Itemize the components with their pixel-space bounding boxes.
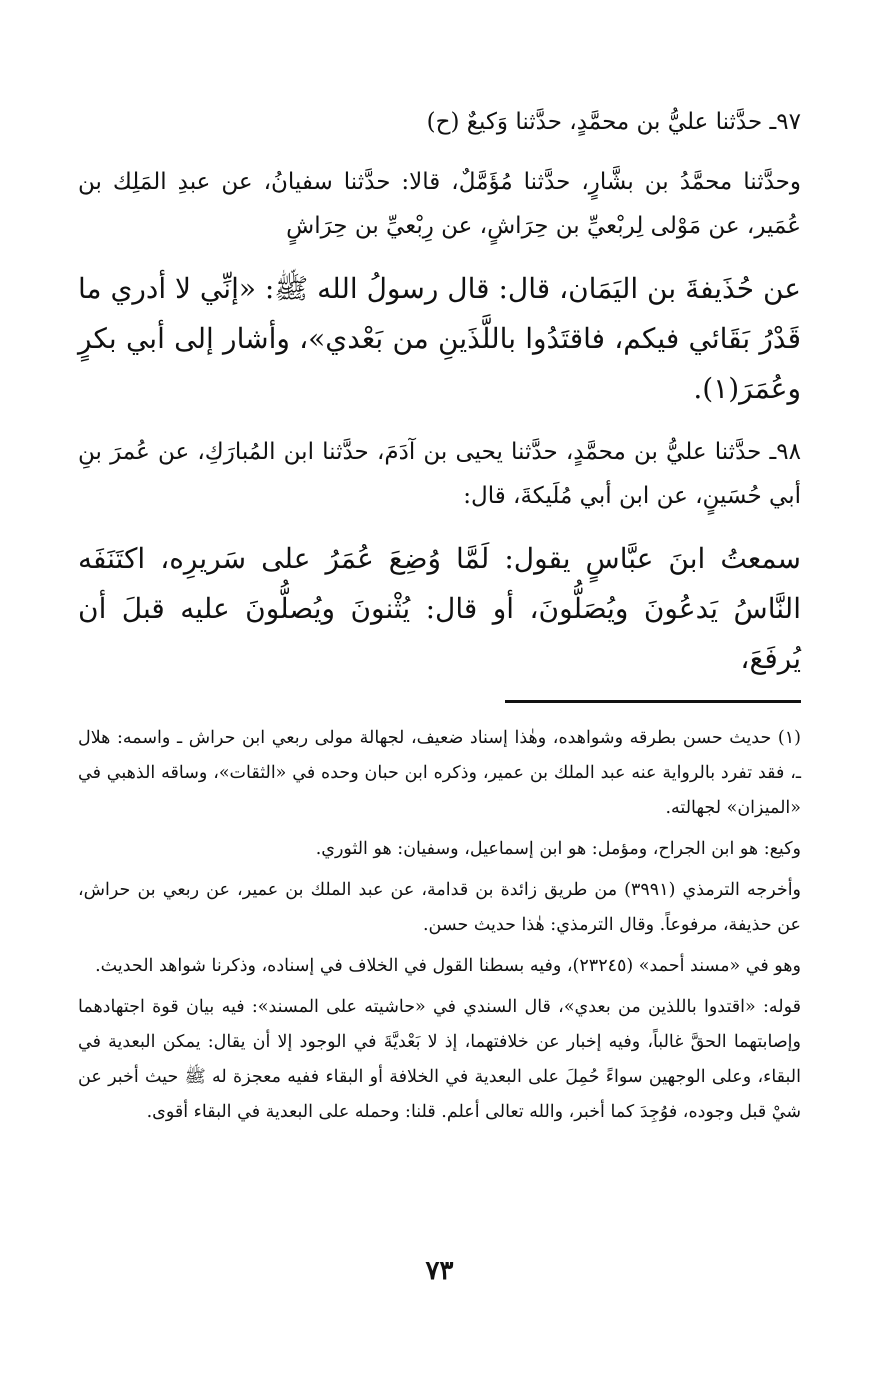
hadith-97-isnad-2: وحدَّثنا محمَّدُ بن بشَّارٍ، حدَّثنا مُؤَمَّلٌ، قالا: حدَّثنا سفيانُ، عن عبدِ المَلِك بن عُمَير، عن مَوْلى لِربْعيِّ بن حِرَاشٍ، عن رِبْعيِّ بن حِرَاشٍ (78, 169, 801, 239)
page-number: ٧٣ (425, 1256, 454, 1286)
footnote-musnad: وهو في «مسند أحمد» (٢٣٢٤٥)، وفيه بسطنا القول في الخلاف في إسناده، وذكرنا شواهد الحديث. (95, 956, 801, 976)
hadith-97-isnad-1: ٩٧ـ حدَّثنا عليُّ بن محمَّدٍ، حدَّثنا وَكيعٌ (ح) (426, 109, 801, 135)
footnote-sindi: قوله: «اقتدوا باللذين من بعدي»، قال السندي في «حاشيته على المسند»: فيه بيان قوة اجتهادهما وإصابتهما الحقَّ غالباً، وفيه إخبار عن خلافتهما، إذ لا بَعْديَّةَ في الوجود إلا أن يقال: يمكن البعدية في البقاء، وعلى الوجهين سواءً حُمِلَ على البعدية في الخلافة أو البقاء ففيه معجزة له ﷺ حيث أخبر عن شيْ قبل وجوده، فوُجِدَ كما أخبر، والله تعالى أعلم. قلنا: وحمله على البعدية في البقاء أقوى. (78, 997, 801, 1122)
hadith-98-matn: سمعتُ ابنَ عبَّاسٍ يقول: لَمَّا وُضِعَ عُمَرُ على سَريرِه، اكتَنَفَه النَّاسُ يَدعُونَ ويُصَلُّونَ، أو قال: يُثْنونَ ويُصلُّونَ عليه قبلَ أن يُرفَعَ، (78, 542, 801, 675)
footnote-1: (١) حديث حسن بطرقه وشواهده، وهٰذا إسناد ضعيف، لجهالة مولى ربعي ابن حراش ـ واسمه: هلال ـ، فقد تفرد بالرواية عنه عبد الملك بن عمير، وذكره ابن حبان وحده في «الثقات»، وساقه الذهبي في «الميزان» لجهالته. (78, 728, 801, 818)
footnote-divider (505, 700, 801, 703)
hadith-98-isnad: ٩٨ـ حدَّثنا عليُّ بن محمَّدٍ، حدَّثنا يحيى بن آدَمَ، حدَّثنا ابن المُبارَكِ، عن عُمرَ بنِ أبي حُسَينٍ، عن ابن أبي مُلَيكةَ، قال: (78, 439, 801, 509)
footnote-narrators: وكيع: هو ابن الجراح، ومؤمل: هو ابن إسماعيل، وسفيان: هو الثوري. (315, 839, 801, 859)
footnote-tirmidhi: وأخرجه الترمذي (٣٩٩١) من طريق زائدة بن قدامة، عن عبد الملك بن عمير، عن ربعي بن حراش، عن حذيفة، مرفوعاً. وقال الترمذي: هٰذا حديث حسن. (78, 880, 802, 935)
hadith-97-matn: عن حُذَيفةَ بن اليَمَان، قال: قال رسولُ الله ﷺ: «إنِّي لا أدري ما قَدْرُ بَقَائي فيكم، فاقتَدُوا باللَّذَينِ من بَعْدي»، وأشار إلى أبي بكرٍ وعُمَرَ(١). (78, 272, 801, 405)
